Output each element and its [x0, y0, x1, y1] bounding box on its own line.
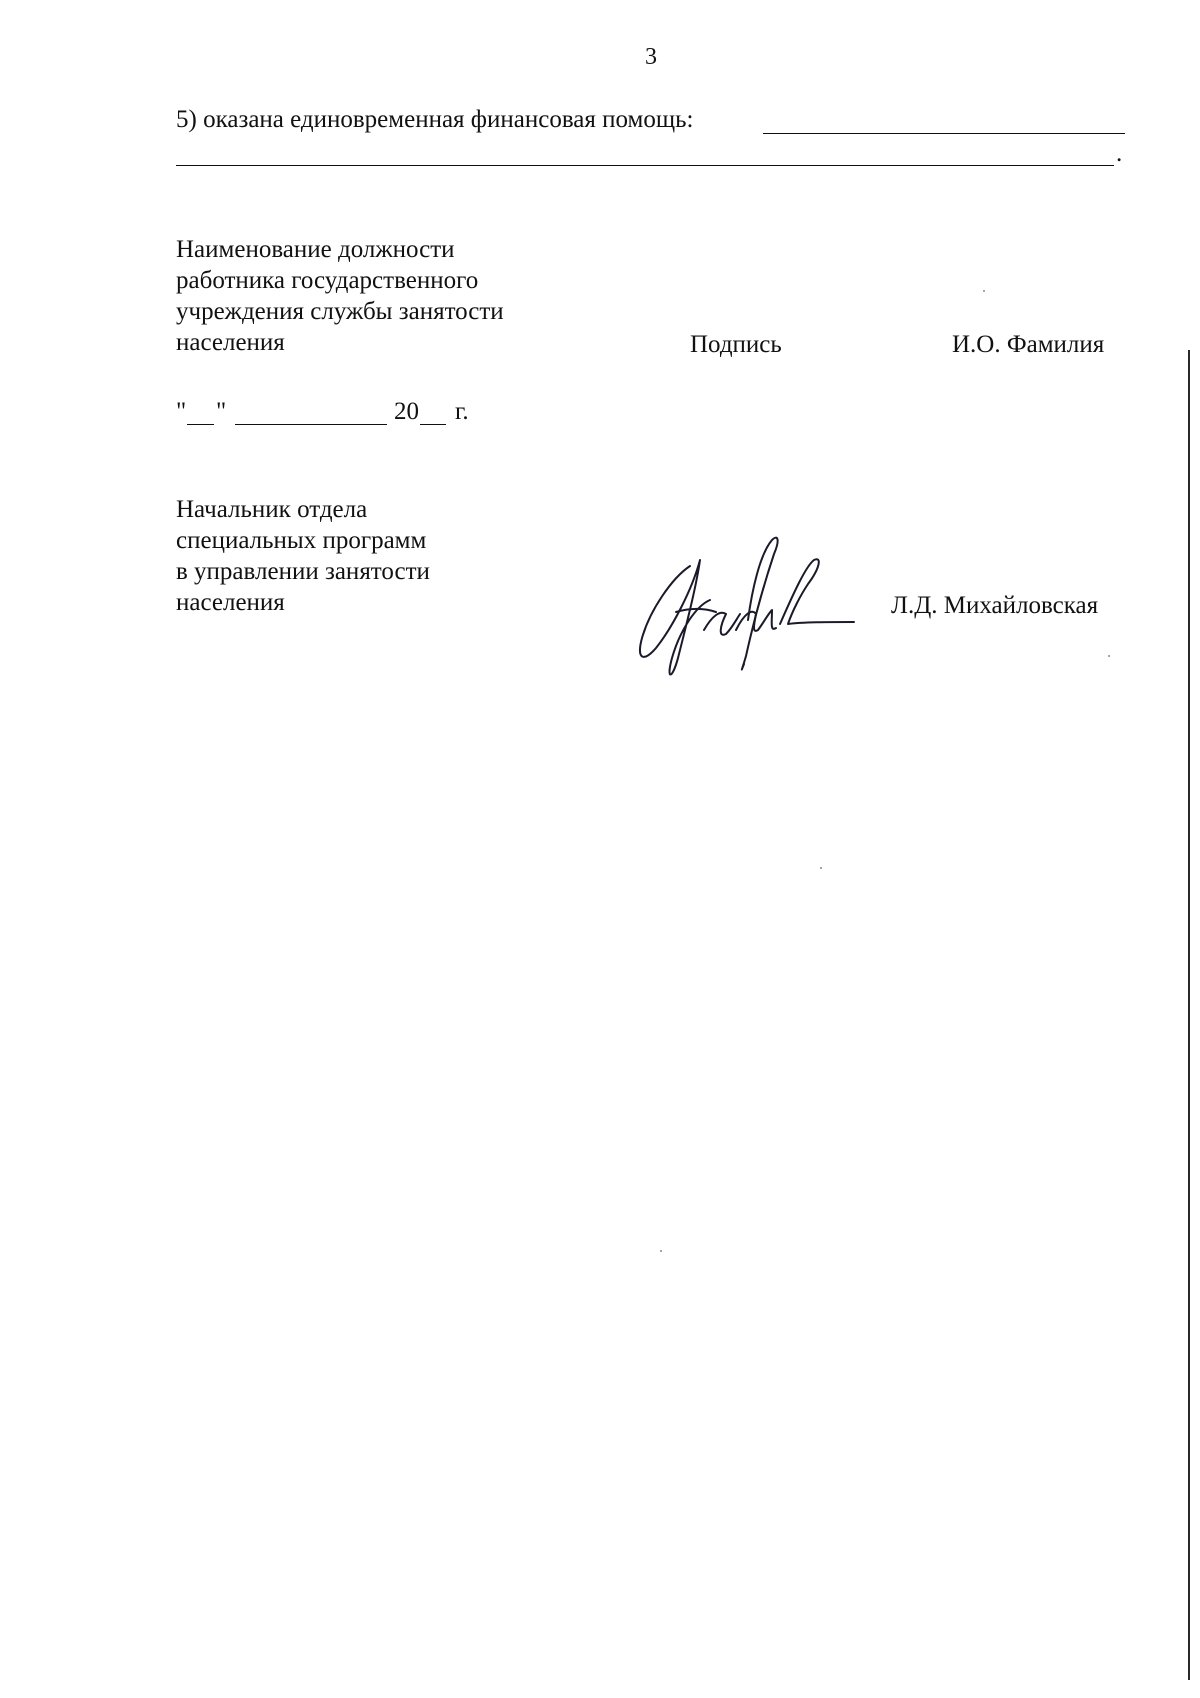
handwritten-signature — [632, 530, 862, 690]
position-line: учреждения службы занятости — [176, 298, 504, 325]
position-line: специальных программ — [176, 527, 427, 554]
approver-position — [176, 494, 430, 618]
date-year-blank — [420, 424, 446, 425]
scan-speck — [983, 290, 985, 292]
position-line: населения — [176, 329, 285, 356]
position-line: работника государственного — [176, 267, 479, 294]
item-5-end-period: . — [1116, 140, 1123, 167]
date-year-suffix: г. — [455, 398, 469, 425]
date-close-quote: " — [216, 398, 227, 425]
page-number: 3 — [645, 44, 657, 70]
date-open-quote: " — [176, 398, 187, 425]
scan-speck — [820, 867, 822, 869]
item-5-fill-line-2 — [176, 165, 1114, 166]
position-line: Наименование должности — [176, 236, 455, 263]
position-title-template — [176, 234, 504, 358]
date-year-prefix: 20 — [394, 398, 419, 425]
approver-name: Л.Д. Михайловская — [891, 592, 1099, 619]
scan-edge-line — [1188, 350, 1190, 1680]
position-line: Начальник отдела — [176, 496, 368, 523]
date-day-blank — [187, 424, 214, 425]
position-line: населения — [176, 589, 285, 616]
item-5-label: 5) оказана единовременная финансовая помощь: — [176, 106, 694, 133]
signatory-name-template: И.О. Фамилия — [952, 331, 1105, 358]
item-5-fill-line-1 — [763, 133, 1125, 134]
date-month-blank — [235, 424, 387, 425]
signature-label: Подпись — [690, 331, 782, 358]
scan-speck — [660, 1250, 662, 1252]
scan-speck — [1108, 655, 1110, 657]
position-line: в управлении занятости — [176, 558, 430, 585]
